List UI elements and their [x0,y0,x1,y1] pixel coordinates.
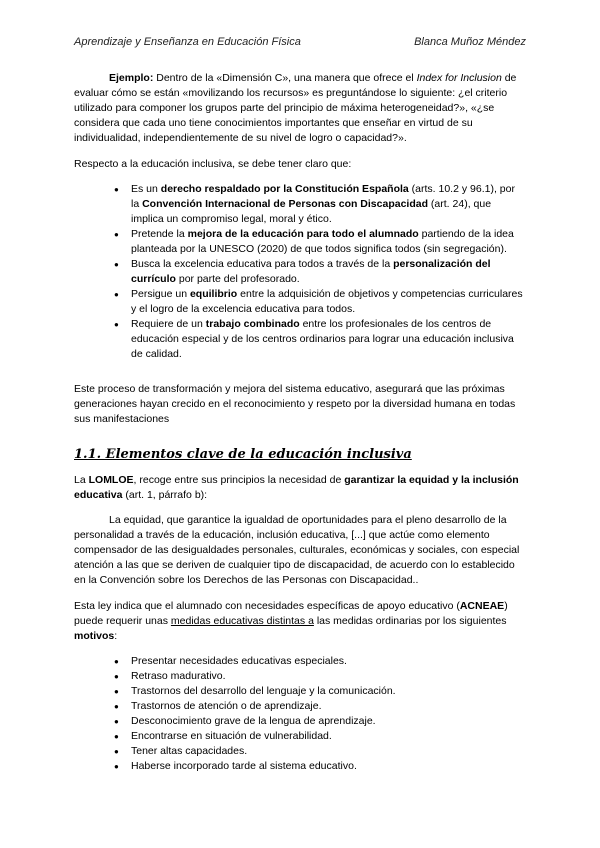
example-italic: Index for Inclusion [416,72,502,84]
example-text-b: de evaluar cómo se están «movilizando los recursos» es preguntándose lo siguiente: ¿el criterio utilizado para componer los grupos parte del principio de máxima heterogeneidad?», «¿se considera que cada uno tiene conocimientos importantes que enseñar en virtud de su individualidad, independientemente de su nivel de logro o capacidad?». [74,72,517,144]
motives-list [74,654,526,774]
header-author: Blanca Muñoz Méndez [414,36,526,48]
list-item: ● Trastornos de atención o de aprendizaje. [74,699,526,714]
list-item: ● Trastornos del desarrollo del lenguaje y la comunicación. [74,684,526,699]
list-item: ● Requiere de un trabajo combinado entre los profesionales de los centros de educación especial y de los centros ordinarios para lograr una educación inclusiva de calidad. [74,317,526,362]
principles-list [74,182,526,362]
intro-paragraph: Respecto a la educación inclusiva, se debe tener claro que: [74,158,352,170]
lomloe-paragraph: La LOMLOE, recoge entre sus principios la necesidad de garantizar la equidad y la inclusión educativa (art. 1, párrafo b): [74,474,519,501]
list-item: ● Es un derecho respaldado por la Constitución Española (arts. 10.2 y 96.1), por la Convención Internacional de Personas con Discapacidad (art. 24), que implica un compromiso legal, moral y ético. [74,182,526,227]
list-item: ● Retraso madurativo. [74,669,526,684]
underlined-measures: medidas educativas distintas a [170,615,314,627]
lomloe-acronym: LOMLOE [88,474,134,486]
equity-quote: La equidad, que garantice la igualdad de oportunidades para el pleno desarrollo de la personalidad a través de la educación, inclusión educativa, [...] que actúe como elemento compensador de las desigualdades personales, culturales, económicas y sociales, con especial atención a las que se deriven de cualquier tipo de discapacidad, de acuerdo con lo establecido en la Convención sobre los Derechos de las Personas con Discapacidad.. [74,514,520,586]
list-item: ● Persigue un equilibrio entre la adquisición de objetivos y competencias curriculares y el logro de la excelencia educativa para todos. [74,287,526,317]
list-item: ● Presentar necesidades educativas especiales. [74,654,526,669]
list-item: ● Tener altas capacidades. [74,744,526,759]
example-label: Ejemplo: [109,72,154,84]
acneae-paragraph: Esta ley indica que el alumnado con necesidades específicas de apoyo educativo (ACNEAE) puede requerir unas medidas educativas distintas a las medidas ordinarias por los siguientes motivos: [74,600,508,642]
list-item: ● Desconocimiento grave de la lengua de aprendizaje. [74,714,526,729]
list-item: ● Encontrarse en situación de vulnerabilidad. [74,729,526,744]
example-text-a: Dentro de la «Dimensión C», una manera que ofrece el [153,72,417,84]
list-item: ● Busca la excelencia educativa para todos a través de la personalización del currículo por parte del profesorado. [74,257,526,287]
example-paragraph [74,71,526,146]
list-item: ● Pretende la mejora de la educación para todo el alumnado partiendo de la idea planteada por la UNESCO (2020) de que todos significa todos (sin segregación). [74,227,526,257]
section-heading: 1.1. Elementos clave de la educación inclusiva [74,447,412,462]
process-paragraph: Este proceso de transformación y mejora del sistema educativo, asegurará que las próximas generaciones hayan crecido en el reconocimiento y respeto por la diversidad humana en todas sus manifestaciones [74,383,516,425]
list-item: ● Haberse incorporado tarde al sistema educativo. [74,759,526,774]
header-left-title: Aprendizaje y Enseñanza en Educación Física [74,36,301,48]
acneae-acronym: ACNEAE [459,600,505,612]
